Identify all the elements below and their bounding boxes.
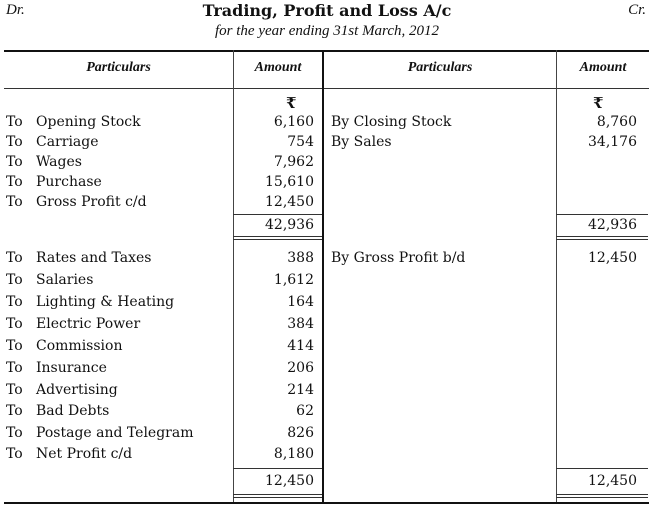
row-amount: 7,962 — [273, 154, 314, 170]
credit-marker: Cr. — [628, 2, 646, 18]
pl-total-rule-right — [556, 468, 648, 469]
ledger-row — [6, 192, 147, 213]
row-label: Sales — [353, 134, 392, 150]
ledger-row — [6, 444, 132, 465]
row-amount: 1,612 — [273, 272, 314, 288]
row-label: Commission — [36, 338, 123, 354]
row-amount: 12,450 — [265, 194, 314, 210]
ledger-row — [6, 132, 99, 153]
ledger-row — [6, 172, 102, 193]
ledger-row — [6, 401, 109, 422]
row-prefix: To — [6, 403, 23, 419]
row-label: Advertising — [36, 382, 118, 398]
pl-total-rule-left — [233, 468, 322, 469]
row-amount: 414 — [287, 338, 314, 354]
ledger-row — [6, 423, 194, 444]
row-label: Bad Debts — [36, 403, 110, 419]
divider-center — [322, 50, 324, 502]
debit-marker: Dr. — [6, 2, 25, 18]
row-prefix: To — [6, 425, 23, 441]
row-label: Carriage — [36, 134, 99, 150]
row-label: Closing Stock — [353, 114, 452, 130]
table-bottom-rule — [4, 502, 649, 504]
ledger-row — [6, 292, 174, 313]
row-prefix: To — [6, 250, 23, 266]
row-prefix: To — [6, 382, 23, 398]
row-label: Wages — [36, 154, 82, 170]
trading-double-rule-left — [233, 236, 322, 240]
rupee-icon-left: ₹ — [286, 94, 297, 112]
row-prefix: To — [6, 174, 23, 190]
rupee-icon-right: ₹ — [593, 94, 604, 112]
trading-double-rule-right — [556, 236, 648, 240]
row-amount: 8,180 — [273, 446, 314, 462]
row-label: Postage and Telegram — [36, 425, 194, 441]
row-label: Lighting & Heating — [36, 294, 175, 310]
header-bottom-rule — [4, 88, 649, 89]
row-amount: 34,176 — [588, 134, 637, 150]
row-label: Opening Stock — [36, 114, 141, 130]
account-title: Trading, Profit and Loss A/c — [202, 1, 452, 20]
row-amount: 384 — [287, 316, 314, 332]
row-label: Net Profit c/d — [36, 446, 133, 462]
row-prefix: To — [6, 134, 23, 150]
ledger-row — [331, 248, 465, 269]
ledger-row — [331, 132, 392, 153]
row-amount: 164 — [287, 294, 314, 310]
col-header-left-amount: Amount — [254, 60, 302, 75]
ledger-row — [6, 270, 93, 291]
pl-credit-total: 12,450 — [588, 473, 637, 489]
row-prefix: To — [6, 272, 23, 288]
row-prefix: To — [6, 194, 23, 210]
row-prefix: To — [6, 360, 23, 376]
row-amount: 62 — [296, 403, 314, 419]
ledger-row — [6, 112, 141, 133]
row-label: Insurance — [36, 360, 107, 376]
ledger-row — [331, 112, 451, 133]
trading-credit-total: 42,936 — [588, 217, 637, 233]
table-top-rule — [4, 50, 649, 52]
ledger-row — [6, 336, 122, 357]
row-amount: 206 — [287, 360, 314, 376]
col-header-right-particulars: Particulars — [407, 60, 473, 75]
row-label: Gross Profit b/d — [353, 250, 466, 266]
row-label: Rates and Taxes — [36, 250, 152, 266]
ledger-row — [6, 380, 118, 401]
row-label: Gross Profit c/d — [36, 194, 147, 210]
row-amount: 15,610 — [265, 174, 314, 190]
row-label: Purchase — [36, 174, 102, 190]
row-amount: 8,760 — [596, 114, 637, 130]
row-amount: 12,450 — [588, 250, 637, 266]
pl-double-rule-left — [233, 494, 322, 498]
row-prefix: To — [6, 338, 23, 354]
row-prefix: To — [6, 294, 23, 310]
row-prefix: By — [331, 114, 350, 130]
row-prefix: To — [6, 446, 23, 462]
ledger-row — [6, 314, 140, 335]
ledger-row — [6, 248, 152, 269]
pl-double-rule-right — [556, 494, 648, 498]
ledger-row — [6, 152, 82, 173]
pl-debit-total: 12,450 — [265, 473, 314, 489]
row-prefix: To — [6, 154, 23, 170]
row-amount: 754 — [287, 134, 314, 150]
row-label: Electric Power — [36, 316, 141, 332]
row-amount: 826 — [287, 425, 314, 441]
row-prefix: To — [6, 316, 23, 332]
col-header-left-particulars: Particulars — [86, 60, 151, 75]
row-prefix: By — [331, 250, 350, 266]
account-period: for the year ending 31st March, 2012 — [215, 23, 439, 39]
row-label: Salaries — [36, 272, 94, 288]
col-header-right-amount: Amount — [579, 60, 627, 75]
ledger-row — [6, 358, 107, 379]
trading-debit-total: 42,936 — [265, 217, 314, 233]
row-prefix: By — [331, 134, 350, 150]
row-amount: 388 — [287, 250, 314, 266]
row-amount: 214 — [287, 382, 314, 398]
row-amount: 6,160 — [273, 114, 314, 130]
row-prefix: To — [6, 114, 23, 130]
